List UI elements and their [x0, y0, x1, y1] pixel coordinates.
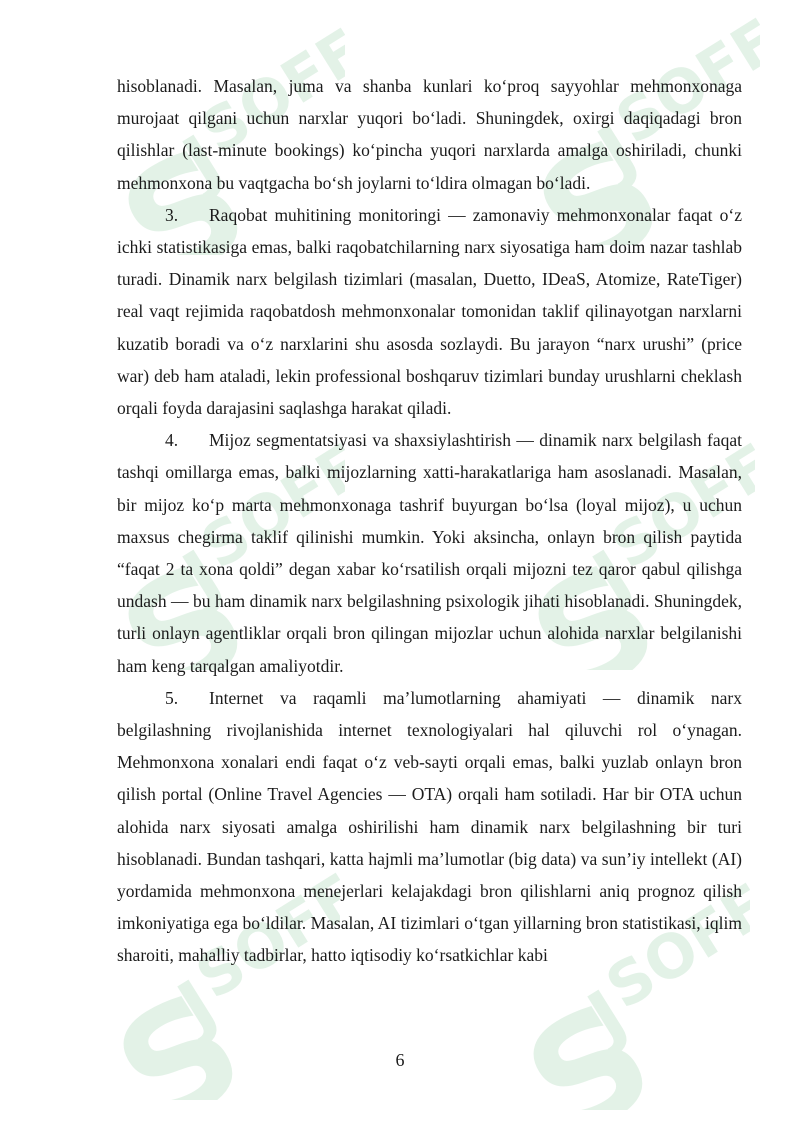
paragraph-text: Raqobat muhitining monitoringi — zamonaviy mehmonxonalar faqat o‘z ichki statistikasiga emas, balki raqobatchilarning narx siyosatiga ham doim nazar tashlab turadi. Dinamik narx belgilash tizimlari (masalan, Duetto, IDeaS, Atomize, RateTiger) real vaqt rejimida raqobatdosh mehmonxonalar tomonidan taklif qilinayotgan narxlarni kuzatib boradi va o‘z narxlarini shu asosda sozlaydi. Bu jarayon “narx urushi” (price war) deb ham ataladi, lekin professional boshqaruv tizimlari bunday urushlarni cheklash orqali foyda darajasini saqlashga harakat qiladi. — [117, 204, 742, 419]
item-number: 3. — [165, 204, 179, 225]
paragraph-text: Mijoz segmentatsiyasi va shaxsiylashtirish — dinamik narx belgilash faqat tashqi omillarga emas, balki mijozlarning xatti-harakatlariga ham asoslanadi. Masalan, bir mijoz ko‘p marta mehmonxonaga tashrif buyurgan bo‘lsa (loyal mijoz), u uchun maxsus chegirma taklif qilinishi mumkin. Yoki aksincha, onlayn bron qilish paytida “faqat 2 ta xona qoldi” degan xabar ko‘rsatilish orqali mijozni tez qaror qabul qilishga undash — bu ham dinamik narx belgilashning psixologik jihati hisoblanadi. Shuningdek, turli onlayn agentliklar orqali bron qilingan mijozlar uchun alohida narxlar belgilanishi ham keng tarqalgan amaliyotdir. — [117, 430, 742, 676]
paragraph-continuation — [117, 70, 742, 199]
paragraph-text: Internet va raqamli ma’lumotlarning ahamiyati — dinamik narx belgilashning rivojlanishida internet texnologiyalari hal qiluvchi rol o‘ynagan. Mehmonxona xonalari endi faqat o‘z veb-sayti orqali emas, balki yuzlab onlayn bron qilish portal (Online Travel Agencies — OTA) orqali ham sotiladi. Har bir OTA uchun alohida narx siyosati amalga oshirilishi ham dinamik narx belgilashning bir turi hisoblanadi. Bundan tashqari, katta hajmli ma’lumotlar (big data) va sun’iy intellekt (AI) yordamida mehmonxona menejerlari kelajakdagi bron qilishlarni aniq prognoz qilish imkoniyatiga ega bo‘ldilar. Masalan, AI tizimlari o‘tgan yillarning bron statistikasi, iqlim sharoiti, mahalliy tadbirlar, hatto iqtisodiy ko‘rsatkichlar kabi — [117, 687, 742, 966]
paragraph-item-3 — [117, 199, 742, 424]
paragraph-item-4 — [117, 424, 742, 682]
page-number: 6 — [395, 1050, 405, 1070]
paragraph-item-5 — [117, 682, 742, 972]
item-number: 5. — [165, 687, 179, 708]
item-number: 4. — [165, 430, 179, 451]
paragraph-text: hisoblanadi. Masalan, juma va shanba kunlari ko‘proq sayyohlar mehmonxonaga murojaat qilgani uchun narxlar yuqori bo‘ladi. Shuningdek, oxirgi daqiqadagi bron qilishlar (last-minute bookings) ko‘pincha yuqori narxlarda amalga oshiriladi, chunki mehmonxona bu vaqtgacha bo‘sh joylarni to‘ldira olmagan bo‘ladi. — [117, 76, 742, 193]
document-body — [117, 70, 742, 972]
